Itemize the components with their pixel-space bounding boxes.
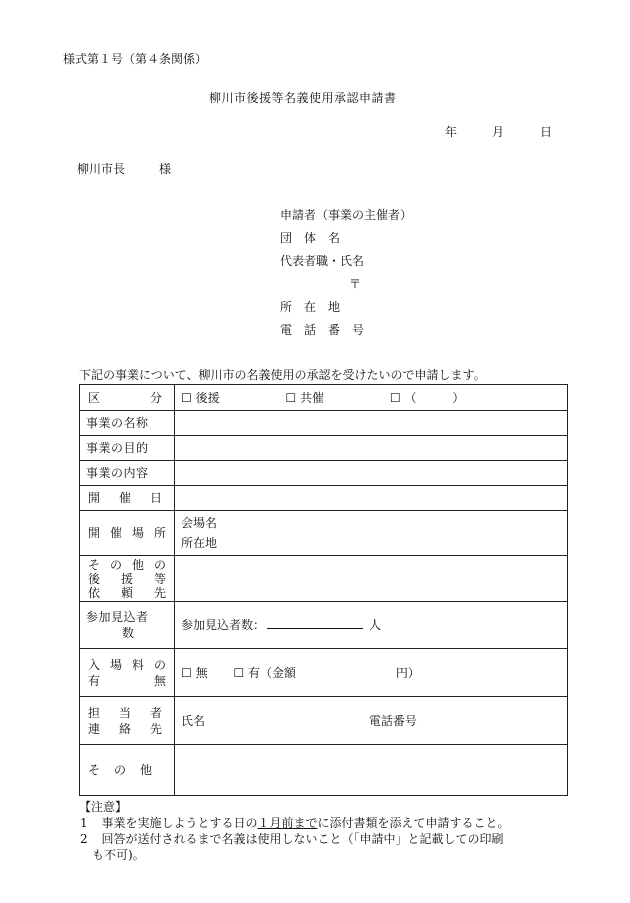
contact-phone-label: 電話番号	[368, 713, 417, 728]
attendance-text: 参加見込者数：	[181, 618, 266, 632]
label-char: 等	[153, 571, 166, 586]
notes-heading: 【注意】	[79, 800, 128, 814]
date-label-char: 開	[88, 491, 101, 505]
contact-field[interactable]	[175, 697, 568, 745]
admission-fee-field	[175, 649, 568, 697]
label-char: の	[153, 557, 166, 572]
venue-address-label: 所在地	[181, 536, 218, 550]
application-table	[79, 384, 568, 796]
venue-name-label: 会場名	[181, 516, 218, 530]
purpose-label: 事業の目的	[80, 436, 175, 461]
other-support-label	[80, 556, 175, 602]
fee-yen-label: 円）	[395, 665, 420, 680]
label-char: 担	[88, 705, 101, 720]
label-char: 後	[88, 571, 101, 586]
note-1-deadline: １月前まで	[257, 816, 318, 830]
form-number: 様式第１号（第４条関係）	[63, 52, 208, 66]
date-field[interactable]	[175, 486, 568, 511]
page-title: 柳川市後援等名義使用承認申請書	[209, 91, 397, 105]
contact-label	[80, 697, 175, 745]
addressee-honorific: 様	[159, 162, 172, 176]
date-day: 日	[540, 125, 553, 139]
date-label-char: 日	[149, 491, 162, 505]
row-contact	[80, 697, 568, 745]
label-char: 頼	[120, 585, 133, 600]
row-date	[80, 486, 568, 511]
row-purpose	[80, 436, 568, 461]
attendance-field	[175, 602, 568, 649]
attendance-unit: 人	[369, 618, 382, 632]
venue-label-char: 開	[88, 526, 101, 540]
label-char: 料	[131, 657, 144, 672]
attendance-input-line[interactable]	[267, 617, 363, 629]
label-char: 依	[88, 585, 101, 600]
venue-field[interactable]	[175, 511, 568, 556]
event-name-field[interactable]	[175, 411, 568, 436]
venue-label-char: 催	[109, 526, 122, 540]
label-char: 連	[88, 721, 101, 736]
option-other-checkbox[interactable]: ☐ （ ）	[389, 390, 465, 405]
note-1-text-end: に添付書類を添えて申請すること。	[317, 816, 510, 830]
label-char: 他	[139, 763, 152, 777]
note-2-continuation: も不可)。	[92, 848, 145, 862]
row-category	[80, 385, 568, 411]
label-char: そ	[88, 763, 101, 777]
venue-label-char: 所	[153, 526, 166, 540]
address-label: 所 在 地	[280, 300, 341, 314]
attendance-label	[80, 602, 175, 649]
admission-fee-label	[80, 649, 175, 697]
row-other	[80, 745, 568, 796]
row-content	[80, 461, 568, 486]
label-char: の	[109, 557, 122, 572]
row-attendance	[80, 602, 568, 649]
content-label: 事業の内容	[80, 461, 175, 486]
applicant-heading: 申請者（事業の主催者）	[280, 208, 413, 222]
label-char: の	[113, 763, 126, 777]
note-2-text: 回答が送付されるまで名義は使用しないこと（「申請中」と記載しての印刷	[101, 832, 504, 846]
label-char: の	[153, 657, 166, 672]
intro-text: 下記の事業について、柳川市の名義使用の承認を受けたいので申請します。	[79, 368, 486, 382]
date-year: 年	[445, 125, 458, 139]
venue-label	[80, 511, 175, 556]
label-char: 場	[109, 657, 122, 672]
venue-label-char: 場	[131, 526, 144, 540]
label-char: 援	[120, 571, 133, 586]
representative-label: 代表者職・氏名	[280, 254, 365, 268]
postal-mark: 〒	[349, 277, 362, 291]
option-kyousai-checkbox[interactable]: ☐ 共催	[285, 390, 324, 405]
label-char: 者	[149, 705, 162, 720]
fee-yes-checkbox[interactable]: ☐ 有（金額	[233, 665, 296, 680]
org-name-label: 団 体 名	[280, 231, 341, 245]
option-kouen-checkbox[interactable]: ☐ 後援	[181, 390, 220, 405]
row-admission-fee	[80, 649, 568, 697]
fee-none-checkbox[interactable]: ☐ 無	[181, 665, 208, 680]
event-name-label: 事業の名称	[80, 411, 175, 436]
category-options	[175, 385, 568, 411]
row-other-support	[80, 556, 568, 602]
row-event-name	[80, 411, 568, 436]
label-char: 有	[88, 673, 101, 688]
purpose-field[interactable]	[175, 436, 568, 461]
attendance-label-line1: 参加見込者	[86, 610, 149, 624]
contact-name-label: 氏名	[181, 713, 206, 728]
row-venue	[80, 511, 568, 556]
label-char: 無	[153, 673, 166, 688]
date-label-char: 催	[118, 491, 131, 505]
label-char: 先	[149, 721, 162, 736]
phone-label: 電 話 番 号	[280, 323, 365, 337]
category-label	[80, 385, 175, 411]
category-label-b: 分	[149, 390, 162, 405]
note-2	[80, 830, 503, 847]
other-field[interactable]	[175, 745, 568, 796]
date-month: 月	[492, 125, 505, 139]
note-number: 2	[80, 832, 88, 846]
label-char: 入	[88, 657, 101, 672]
note-1	[80, 814, 510, 831]
category-label-a: 区	[88, 390, 101, 405]
addressee: 柳川市長	[77, 162, 126, 176]
attendance-label-line2: 数	[121, 626, 134, 640]
note-1-text: 事業を実施しようとする日の	[101, 816, 258, 830]
other-label	[80, 745, 175, 796]
label-char: 先	[153, 585, 166, 600]
label-char: 当	[118, 705, 131, 720]
note-number: 1	[80, 816, 88, 830]
label-char: そ	[88, 557, 101, 572]
date-label	[80, 486, 175, 511]
label-char: 絡	[118, 721, 131, 736]
other-support-field[interactable]	[175, 556, 568, 602]
label-char: 他	[131, 557, 144, 572]
content-field[interactable]	[175, 461, 568, 486]
